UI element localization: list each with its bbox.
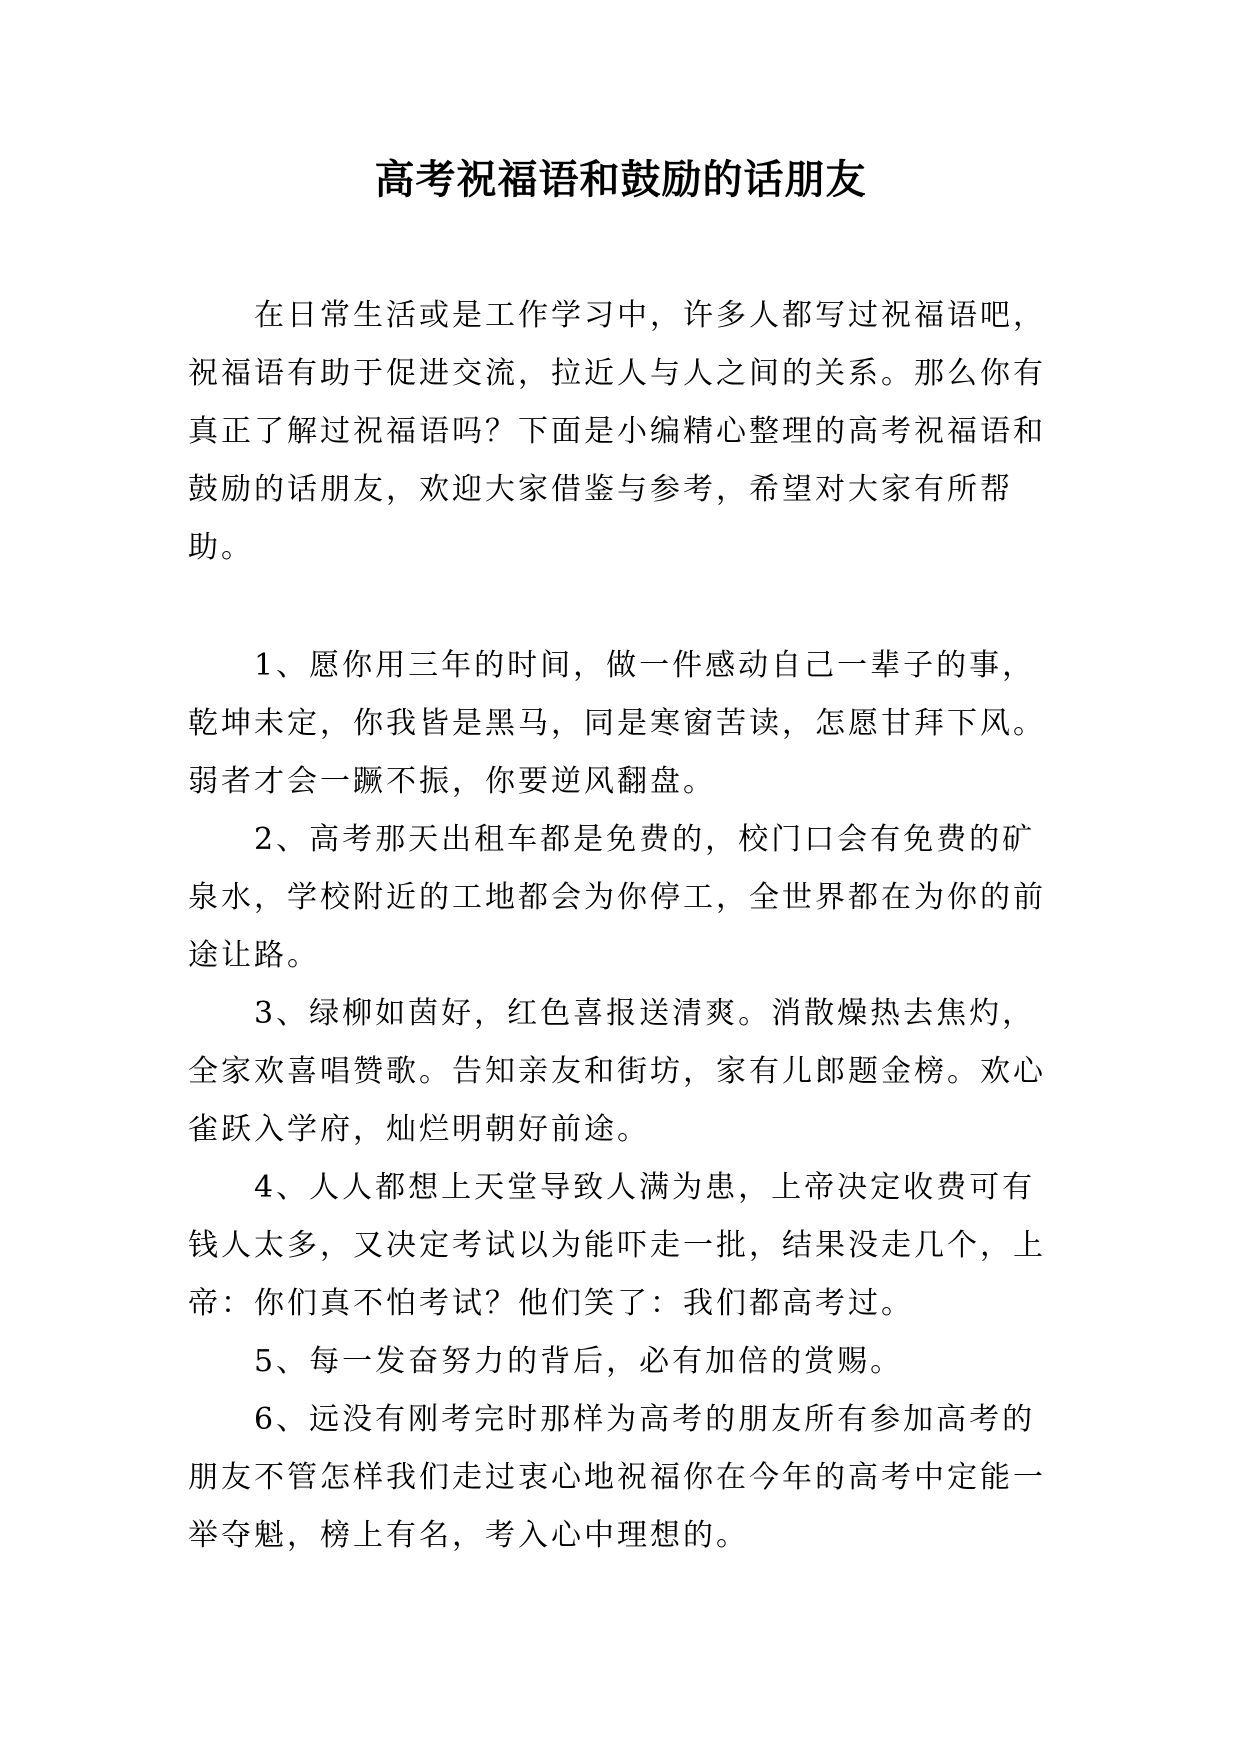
blessing-item-6: 6、远没有刚考完时那样为高考的朋友所有参加高考的朋友不管怎样我们走过衷心地祝福你在今年的高考中定能一举夺魁，榜上有名，考入心中理想的。 [188, 1402, 1046, 1553]
document-title: 高考祝福语和鼓励的话朋友 [374, 157, 867, 203]
blessing-item-5: 5、每一发奋努力的背后，必有加倍的赏赐。 [254, 1344, 904, 1379]
intro-paragraph: 在日常生活或是工作学习中，许多人都写过祝福语吧，祝福语有助于促进交流，拉近人与人之间的关系。那么你有真正了解过祝福语吗？下面是小编精心整理的高考祝福语和鼓励的话朋友，欢迎大家借鉴与参考，希望对大家有所帮助。 [188, 298, 1046, 565]
blessing-item-1: 1、愿你用三年的时间，做一件感动自己一辈子的事，乾坤未定，你我皆是黑马，同是寒窗苦读，怎愿甘拜下风。弱者才会一蹶不振，你要逆风翻盘。 [188, 648, 1046, 799]
blessing-item-4: 4、人人都想上天堂导致人满为患，上帝决定收费可有钱人太多，又决定考试以为能吓走一批，结果没走几个，上帝：你们真不怕考试？他们笑了：我们都高考过。 [188, 1170, 1046, 1321]
blessing-item-2: 2、高考那天出租车都是免费的，校门口会有免费的矿泉水，学校附近的工地都会为你停工，全世界都在为你的前途让路。 [188, 822, 1046, 973]
blessing-item-3: 3、绿柳如茵好，红色喜报送清爽。消散燥热去焦灼，全家欢喜唱赞歌。告知亲友和街坊，家有儿郎题金榜。欢心雀跃入学府，灿烂明朝好前途。 [188, 996, 1046, 1147]
